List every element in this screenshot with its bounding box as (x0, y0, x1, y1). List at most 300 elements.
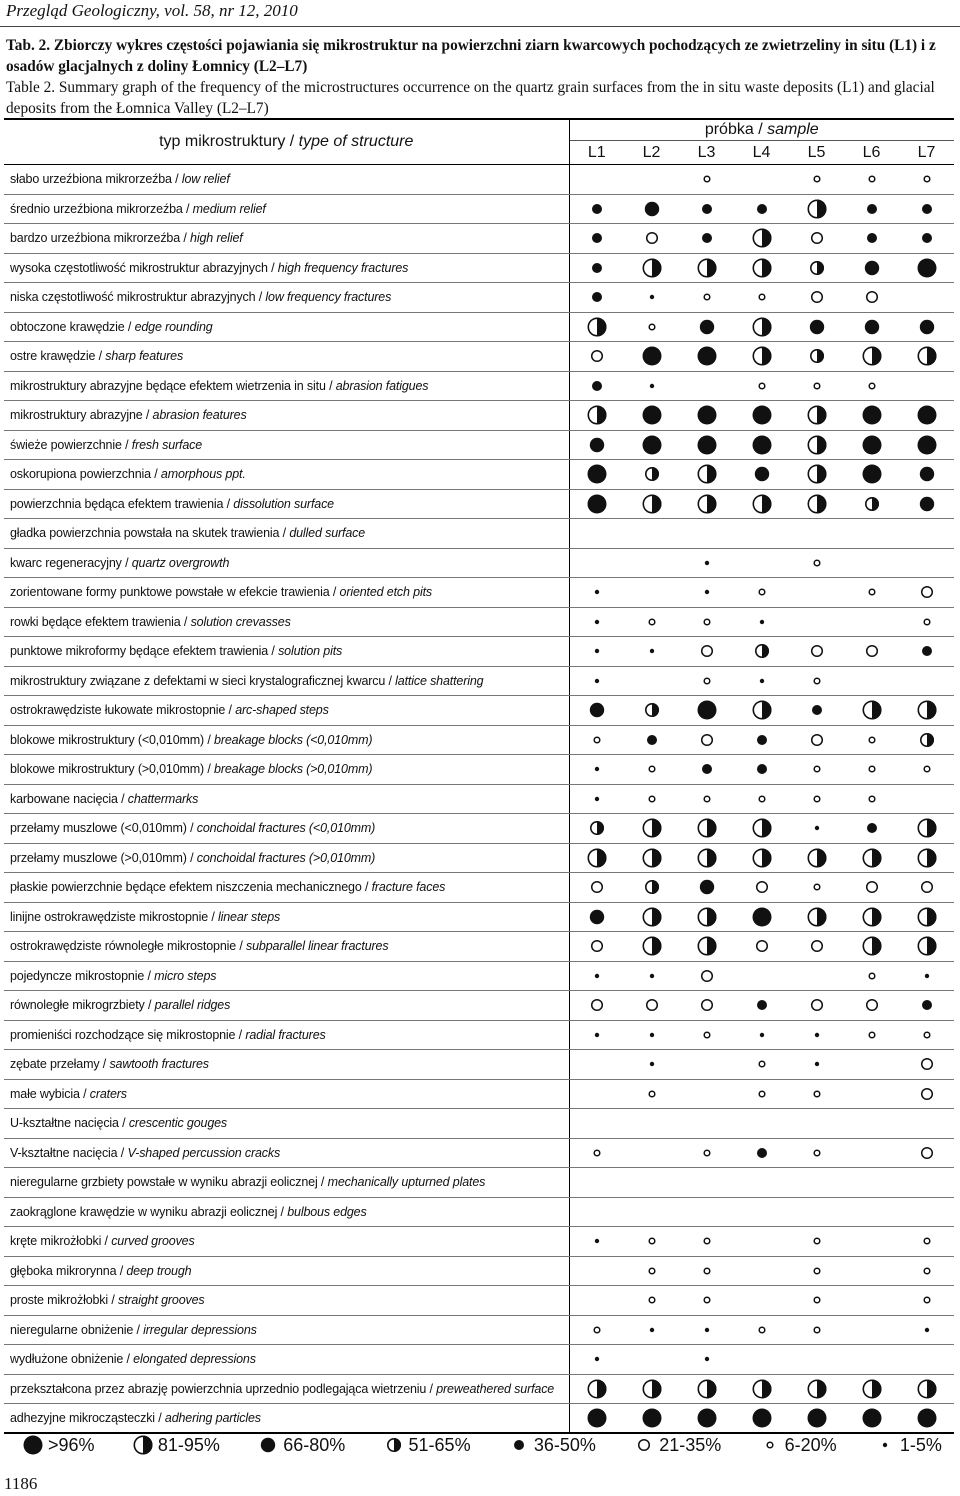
cell-l3 (679, 1227, 734, 1257)
cell-l2 (624, 755, 679, 785)
row-label-pl: promieniści rozchodzące się mikrostopnie / (10, 1027, 246, 1042)
freq-1-5-icon (641, 1319, 663, 1341)
freq-6-20-icon (861, 1024, 883, 1046)
cell-l5 (789, 519, 844, 549)
cell-l1 (569, 1256, 624, 1286)
cell-l4 (734, 371, 789, 401)
freq-66-80-icon (586, 699, 608, 721)
freq-81-95-icon (641, 906, 663, 928)
freq-81-95-icon (916, 935, 938, 957)
freq-1-5-icon (586, 640, 608, 662)
freq-96-icon (751, 404, 773, 426)
cell-l3 (679, 283, 734, 313)
freq-81-95-icon (641, 493, 663, 515)
freq-21-35-icon (696, 965, 718, 987)
cell-l5 (789, 401, 844, 431)
freq-1-5-icon (586, 670, 608, 692)
cell-l4 (734, 961, 789, 991)
column-header-l3: L3 (679, 141, 734, 165)
freq-1-5-icon (806, 817, 828, 839)
cell-l7 (899, 843, 954, 873)
freq-66-80-icon (861, 257, 883, 279)
freq-21-35-icon (751, 876, 773, 898)
cell-l2 (624, 371, 679, 401)
table-row (4, 430, 954, 460)
cell-l6 (844, 1138, 899, 1168)
cell-l7 (899, 460, 954, 490)
freq-81-95-icon (586, 847, 608, 869)
freq-66-80-icon (696, 876, 718, 898)
cell-l2 (624, 637, 679, 667)
cell-l4 (734, 283, 789, 313)
cell-l6 (844, 814, 899, 844)
cell-l5 (789, 1286, 844, 1316)
row-label (4, 784, 569, 814)
cell-l4 (734, 489, 789, 519)
row-label-en: preweathered surface (436, 1381, 555, 1396)
freq-6-20-icon (806, 758, 828, 780)
cell-l5 (789, 843, 844, 873)
freq-1-5-icon (806, 1053, 828, 1075)
cell-l2 (624, 460, 679, 490)
cell-l1 (569, 637, 624, 667)
table-row (4, 607, 954, 637)
row-label-en: sharp features (105, 349, 184, 364)
cell-l7 (899, 1020, 954, 1050)
row-label-en: adhering particles (164, 1411, 261, 1425)
cell-l4 (734, 1109, 789, 1139)
freq-96-icon (586, 1407, 608, 1429)
freq-96-icon (641, 1407, 663, 1429)
cell-l4 (734, 1256, 789, 1286)
caption-english: Table 2. Summary graph of the frequency of the microstructures occurrence on the quartz grain surfaces from the in situ waste deposits (L1) and glacial deposits from the Łomnica Valley (L2–L7) (6, 79, 935, 117)
freq-36-50-icon (861, 198, 883, 220)
freq-21-35-icon (861, 994, 883, 1016)
row-label (4, 902, 569, 932)
freq-6-20-icon (806, 168, 828, 190)
cell-l3 (679, 548, 734, 578)
sample-header-en: sample (767, 121, 819, 139)
freq-81-95-icon (641, 935, 663, 957)
freq-81-95-icon (751, 847, 773, 869)
freq-21-35-icon (641, 994, 663, 1016)
freq-81-95-icon (586, 1378, 608, 1400)
row-label-en: breakage blocks (<0,010mm) (214, 732, 373, 747)
freq-96-icon (861, 404, 883, 426)
freq-81-95-icon (861, 935, 883, 957)
table-row (4, 312, 954, 342)
cell-l2 (624, 1227, 679, 1257)
legend-label: 36-50% (533, 1434, 596, 1455)
table-row (4, 1138, 954, 1168)
row-label-pl: oskorupiona powierzchnia / (10, 467, 161, 482)
freq-96-icon (641, 404, 663, 426)
freq-6-20-icon (916, 168, 938, 190)
freq-6-20-icon (806, 1230, 828, 1252)
row-label-pl: karbowane nacięcia / (10, 791, 128, 806)
freq-36-50-icon (806, 699, 828, 721)
cell-l1 (569, 902, 624, 932)
cell-l5 (789, 194, 844, 224)
cell-l3 (679, 1168, 734, 1198)
freq-21-35-icon (751, 935, 773, 957)
table-row (4, 1256, 954, 1286)
cell-l7 (899, 991, 954, 1021)
freq-81-95-icon (806, 493, 828, 515)
cell-l1 (569, 1404, 624, 1434)
cell-l4 (734, 253, 789, 283)
row-label-pl: przekształcona przez abrazję powierzchnia uprzednio podlegająca wietrzeniu / (10, 1381, 437, 1396)
cell-l6 (844, 1020, 899, 1050)
cell-l4 (734, 1020, 789, 1050)
freq-1-5-icon (751, 611, 773, 633)
table-row (4, 519, 954, 549)
row-label-pl: ostrokrawędziste równoległe mikrostopnie / (10, 939, 247, 954)
cell-l5 (789, 548, 844, 578)
frequency-legend (22, 1434, 942, 1456)
table-row (4, 932, 954, 962)
freq-81-95-icon (586, 316, 608, 338)
cell-l4 (734, 725, 789, 755)
cell-l1 (569, 696, 624, 726)
freq-6-20-icon (806, 1142, 828, 1164)
row-label-en: subparallel linear fractures (246, 939, 389, 954)
freq-6-20-icon (861, 581, 883, 603)
table-row (4, 489, 954, 519)
table-row (4, 1197, 954, 1227)
freq-21-35-icon (586, 935, 608, 957)
cell-l6 (844, 548, 899, 578)
freq-36-50-icon (586, 375, 608, 397)
cell-l3 (679, 371, 734, 401)
cell-l7 (899, 1286, 954, 1316)
cell-l5 (789, 814, 844, 844)
row-label (4, 1050, 569, 1080)
row-label (4, 725, 569, 755)
row-label-pl: linijne ostrokrawędziste mikrostopnie / (10, 909, 218, 924)
table-row (4, 637, 954, 667)
cell-l1 (569, 548, 624, 578)
cell-l5 (789, 489, 844, 519)
table-row (4, 666, 954, 696)
row-label-pl: głęboka mikrorynna / (10, 1263, 127, 1278)
cell-l4 (734, 1404, 789, 1434)
freq-51-65-icon (641, 463, 663, 485)
table-row (4, 548, 954, 578)
cell-l2 (624, 607, 679, 637)
freq-81-95-icon (861, 1378, 883, 1400)
freq-6-20-icon (586, 1319, 608, 1341)
freq-96-icon (751, 1407, 773, 1429)
table-row (4, 1050, 954, 1080)
freq-6-20-icon (641, 1289, 663, 1311)
sample-header (569, 119, 954, 141)
table-row (4, 1374, 954, 1404)
freq-96-icon (861, 1407, 883, 1429)
cell-l7 (899, 1050, 954, 1080)
freq-81-95-icon (916, 906, 938, 928)
cell-l7 (899, 755, 954, 785)
cell-l3 (679, 460, 734, 490)
cell-l2 (624, 696, 679, 726)
freq-21-35-icon (696, 994, 718, 1016)
row-label-en: amorphous ppt. (160, 467, 246, 482)
cell-l5 (789, 637, 844, 667)
cell-l6 (844, 637, 899, 667)
row-label-pl: małe wybicia / (10, 1086, 90, 1101)
freq-66-80-icon (751, 463, 773, 485)
row-label (4, 1374, 569, 1404)
cell-l3 (679, 401, 734, 431)
freq-51-65-icon (916, 729, 938, 751)
freq-6-20-icon (696, 286, 718, 308)
table-row (4, 224, 954, 254)
legend-item (874, 1434, 942, 1456)
freq-81-95-icon (806, 847, 828, 869)
cell-l1 (569, 1197, 624, 1227)
freq-1-5-icon (641, 965, 663, 987)
freq-96-icon (916, 257, 938, 279)
legend-label: 81-95% (157, 1434, 220, 1455)
freq-1-5-icon (641, 1053, 663, 1075)
freq-51-65-icon (586, 817, 608, 839)
freq-21-35-icon (633, 1434, 655, 1456)
column-header-l1: L1 (569, 141, 624, 165)
freq-81-95-icon (751, 1378, 773, 1400)
row-label-en: fresh surface (131, 437, 203, 452)
row-label-en: sawtooth fractures (109, 1057, 209, 1072)
cell-l7 (899, 1109, 954, 1139)
freq-36-50-icon (916, 198, 938, 220)
row-label (4, 843, 569, 873)
freq-6-20-icon (586, 1142, 608, 1164)
cell-l6 (844, 342, 899, 372)
cell-l5 (789, 1315, 844, 1345)
freq-66-80-icon (696, 316, 718, 338)
cell-l3 (679, 637, 734, 667)
cell-l7 (899, 548, 954, 578)
cell-l6 (844, 460, 899, 490)
row-label-pl: świeże powierzchnie / (10, 437, 132, 452)
column-header-l4: L4 (734, 141, 789, 165)
cell-l1 (569, 725, 624, 755)
row-label-en: oriented etch pits (339, 585, 433, 600)
row-label (4, 1197, 569, 1227)
cell-l2 (624, 1404, 679, 1434)
cell-l3 (679, 991, 734, 1021)
freq-81-95-icon (696, 906, 718, 928)
cell-l6 (844, 1227, 899, 1257)
cell-l1 (569, 165, 624, 195)
cell-l3 (679, 961, 734, 991)
freq-81-95-icon (916, 699, 938, 721)
freq-81-95-icon (641, 817, 663, 839)
cell-l5 (789, 1404, 844, 1434)
cell-l7 (899, 784, 954, 814)
freq-81-95-icon (751, 345, 773, 367)
row-label-pl: U-kształtne nacięcia / (10, 1116, 129, 1131)
cell-l5 (789, 991, 844, 1021)
cell-l3 (679, 312, 734, 342)
freq-1-5-icon (586, 1024, 608, 1046)
freq-21-35-icon (641, 227, 663, 249)
cell-l4 (734, 430, 789, 460)
freq-6-20-icon (641, 758, 663, 780)
freq-1-5-icon (586, 965, 608, 987)
freq-6-20-icon (916, 758, 938, 780)
freq-36-50-icon (696, 758, 718, 780)
freq-51-65-icon (751, 640, 773, 662)
cell-l4 (734, 1168, 789, 1198)
freq-6-20-icon (586, 729, 608, 751)
row-label (4, 873, 569, 903)
row-label-pl: gładka powierzchnia powstała na skutek trawienia / (10, 526, 290, 541)
freq-81-95-icon (806, 463, 828, 485)
freq-81-95-icon (806, 404, 828, 426)
freq-21-35-icon (916, 581, 938, 603)
row-label (4, 1079, 569, 1109)
freq-51-65-icon (806, 345, 828, 367)
freq-6-20-icon (916, 1024, 938, 1046)
freq-81-95-icon (696, 257, 718, 279)
cell-l6 (844, 165, 899, 195)
cell-l5 (789, 696, 844, 726)
cell-l2 (624, 430, 679, 460)
cell-l6 (844, 725, 899, 755)
legend-item (257, 1434, 345, 1456)
freq-81-95-icon (751, 316, 773, 338)
row-label-pl: słabo urzeźbiona mikrorzeźba / (10, 172, 182, 187)
freq-21-35-icon (861, 286, 883, 308)
cell-l3 (679, 430, 734, 460)
row-label-en: abrasion features (152, 408, 247, 423)
row-label-pl: przełamy muszlowe (<0,010mm) / (10, 821, 197, 836)
cell-l7 (899, 1138, 954, 1168)
cell-l6 (844, 607, 899, 637)
table-row (4, 1168, 954, 1198)
cell-l6 (844, 430, 899, 460)
freq-81-95-icon (696, 847, 718, 869)
cell-l6 (844, 578, 899, 608)
freq-81-95-icon (916, 817, 938, 839)
cell-l7 (899, 165, 954, 195)
cell-l3 (679, 1315, 734, 1345)
row-label (4, 1345, 569, 1375)
freq-66-80-icon (861, 316, 883, 338)
row-label-en: mechanically upturned plates (327, 1175, 486, 1190)
cell-l3 (679, 1050, 734, 1080)
freq-6-20-icon (641, 1260, 663, 1282)
freq-6-20-icon (916, 611, 938, 633)
freq-21-35-icon (586, 994, 608, 1016)
freq-36-50-icon (751, 758, 773, 780)
cell-l3 (679, 165, 734, 195)
legend-item (22, 1434, 95, 1456)
cell-l1 (569, 224, 624, 254)
freq-1-5-icon (641, 375, 663, 397)
cell-l2 (624, 666, 679, 696)
cell-l1 (569, 961, 624, 991)
freq-81-95-icon (861, 906, 883, 928)
row-label-pl: proste mikrożłobki / (10, 1293, 118, 1308)
cell-l7 (899, 1227, 954, 1257)
cell-l5 (789, 873, 844, 903)
freq-36-50-icon (751, 1142, 773, 1164)
cell-l3 (679, 814, 734, 844)
cell-l4 (734, 312, 789, 342)
row-label-en: curved grooves (111, 1234, 195, 1249)
row-label-pl: blokowe mikrostruktury (<0,010mm) / (10, 732, 215, 747)
cell-l2 (624, 165, 679, 195)
cell-l7 (899, 1315, 954, 1345)
table-row (4, 873, 954, 903)
cell-l5 (789, 961, 844, 991)
row-label (4, 401, 569, 431)
cell-l1 (569, 1079, 624, 1109)
cell-l1 (569, 814, 624, 844)
cell-l7 (899, 961, 954, 991)
freq-81-95-icon (696, 463, 718, 485)
cell-l6 (844, 873, 899, 903)
cell-l1 (569, 784, 624, 814)
cell-l6 (844, 961, 899, 991)
cell-l5 (789, 578, 844, 608)
row-label-pl: zaokrąglone krawędzie w wyniku abrazji eolicznej / (10, 1204, 288, 1219)
freq-96-icon (861, 463, 883, 485)
freq-21-35-icon (586, 345, 608, 367)
row-label (4, 371, 569, 401)
cell-l1 (569, 607, 624, 637)
cell-l5 (789, 1020, 844, 1050)
cell-l5 (789, 283, 844, 313)
cell-l4 (734, 1079, 789, 1109)
cell-l7 (899, 1197, 954, 1227)
cell-l6 (844, 666, 899, 696)
row-label (4, 1286, 569, 1316)
journal-header: Przegląd Geologiczny, vol. 58, nr 12, 2010 (6, 1, 298, 20)
cell-l2 (624, 1020, 679, 1050)
table-row (4, 1079, 954, 1109)
table-row (4, 342, 954, 372)
cell-l6 (844, 489, 899, 519)
freq-81-95-icon (751, 227, 773, 249)
cell-l5 (789, 1256, 844, 1286)
cell-l1 (569, 371, 624, 401)
cell-l5 (789, 607, 844, 637)
cell-l3 (679, 843, 734, 873)
cell-l2 (624, 961, 679, 991)
cell-l3 (679, 1345, 734, 1375)
cell-l7 (899, 1404, 954, 1434)
freq-6-20-icon (641, 788, 663, 810)
freq-96-icon (806, 1407, 828, 1429)
cell-l4 (734, 873, 789, 903)
cell-l1 (569, 1227, 624, 1257)
cell-l5 (789, 784, 844, 814)
row-label-en: low frequency fractures (265, 290, 392, 305)
cell-l5 (789, 253, 844, 283)
cell-l2 (624, 1197, 679, 1227)
cell-l5 (789, 1374, 844, 1404)
table-body (4, 165, 954, 1434)
table-row (4, 283, 954, 313)
legend-item (132, 1434, 220, 1456)
cell-l6 (844, 843, 899, 873)
cell-l1 (569, 430, 624, 460)
row-label (4, 312, 569, 342)
freq-96-icon (861, 434, 883, 456)
column-header-l5: L5 (789, 141, 844, 165)
